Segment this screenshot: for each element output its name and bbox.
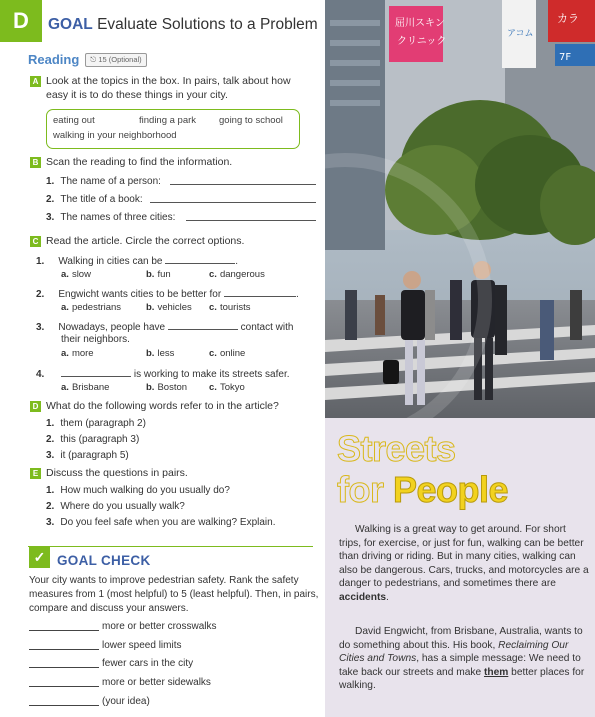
section-c-badge: C — [30, 236, 41, 247]
track-label: 15 (Optional) — [98, 54, 142, 64]
reading-label: Reading — [28, 52, 80, 67]
option-a[interactable]: a. slow — [61, 269, 91, 280]
option-b[interactable]: b. Boston — [146, 382, 188, 393]
goal-check-instructions: Your city wants to improve pedestrian safety. Rank the safety measures from 1 (most helpful) to 5 (least helpful). Then, in pairs, compare and discuss your answers. — [29, 575, 319, 614]
article-paragraph-2: David Engwicht, from Brisbane, Australia, wants to do something about this. His book, Reclaiming Our Cities and Towns, has a simple message: We need to take back our streets and make them better places for walking. — [339, 626, 585, 692]
topic-item: walking in your neighborhood — [53, 130, 177, 141]
sign-text: 屈川スキン — [395, 18, 445, 29]
measure-label: fewer cars in the city — [102, 658, 194, 669]
rank-input-line[interactable] — [29, 667, 99, 668]
article-title-line-1: Streets — [337, 428, 456, 469]
section-c — [30, 234, 244, 248]
question-2: 2. Engwicht wants cities to be better for . — [36, 289, 299, 300]
question-1: 1. Walking in cities can be . — [36, 256, 239, 267]
section-d — [30, 399, 279, 413]
goal-text: Evaluate Solutions to a Problem — [97, 16, 318, 33]
topic-item: finding a park — [139, 115, 197, 126]
answer-blank[interactable] — [224, 288, 296, 297]
section-d-instructions: What do the following words refer to in the article? — [46, 400, 279, 412]
option-c[interactable]: c. online — [209, 348, 246, 359]
topic-item: eating out — [53, 115, 95, 126]
goal-check-title: GOAL CHECK — [57, 553, 151, 568]
option-c[interactable]: c. tourists — [209, 302, 251, 313]
discuss-item-2: 2. Where do you usually walk? — [46, 501, 185, 512]
option-a[interactable]: a. pedestrians — [61, 302, 122, 313]
article-title-line-2: for People — [337, 469, 509, 510]
option-c[interactable]: c. dangerous — [209, 269, 265, 280]
answer-blank[interactable] — [165, 255, 235, 264]
section-b-badge: B — [30, 157, 41, 168]
section-a — [30, 74, 300, 102]
scan-item-2: 2. The title of a book: — [46, 194, 143, 205]
scan-item-3: 3. The names of three cities: — [46, 212, 176, 223]
sign-text: アコム — [507, 29, 534, 39]
sign-text: 7F — [559, 52, 572, 63]
question-4: 4. is working to make its streets safer. — [36, 369, 290, 380]
section-e — [30, 466, 188, 480]
sign-text: クリニック — [397, 36, 447, 47]
answer-line[interactable] — [186, 220, 316, 221]
option-a[interactable]: a. more — [61, 348, 94, 359]
measure-label: lower speed limits — [102, 640, 182, 651]
checkmark-icon: ✓ — [29, 547, 50, 568]
reading-heading — [28, 52, 147, 67]
topic-item: going to school — [219, 115, 283, 126]
answer-line[interactable] — [170, 184, 316, 185]
section-b — [30, 155, 232, 169]
answer-blank[interactable] — [168, 321, 238, 330]
section-c-instructions: Read the article. Circle the correct options. — [46, 235, 245, 247]
goal-check-divider — [28, 546, 313, 547]
rank-input-line[interactable] — [29, 649, 99, 650]
question-3: 3. Nowadays, people have contact with — [36, 322, 294, 333]
discuss-item-1: 1. How much walking do you usually do? — [46, 485, 230, 496]
measure-label: more or better crosswalks — [102, 621, 217, 632]
section-a-instructions: Look at the topics in the box. In pairs, talk about how easy it is to do these things in your city. — [46, 75, 291, 101]
goal-word: GOAL — [48, 16, 93, 33]
measure-label: (your idea) — [102, 696, 150, 707]
section-a-badge: A — [30, 76, 41, 87]
rank-input-line[interactable] — [29, 705, 99, 706]
lesson-badge: D — [0, 0, 42, 42]
option-a[interactable]: a. Brisbane — [61, 382, 110, 393]
section-d-badge: D — [30, 401, 41, 412]
rank-input-line[interactable] — [29, 630, 99, 631]
street-crossing-photo — [325, 0, 595, 418]
topic-box — [46, 109, 300, 149]
section-e-badge: E — [30, 468, 41, 479]
option-b[interactable]: b. fun — [146, 269, 171, 280]
article-paragraph-1: Walking is a great way to get around. For short trips, for exercise, or just for fun, walking can be better than driving or riding. But in many cities, walking can also be dangerous. Cars, trucks, and motorcycles are a danger to pedestrians, and sometimes there are accidents. — [339, 524, 589, 603]
refer-item-3: 3. it (paragraph 5) — [46, 450, 129, 461]
option-b[interactable]: b. vehicles — [146, 302, 192, 313]
question-3-line-2: their neighbors. — [61, 334, 130, 345]
sign-text: カラ — [557, 12, 579, 25]
refer-item-1: 1. them (paragraph 2) — [46, 418, 146, 429]
answer-blank[interactable] — [61, 368, 131, 377]
option-c[interactable]: c. Tokyo — [209, 382, 245, 393]
measure-label: more or better sidewalks — [102, 677, 211, 688]
answer-line[interactable] — [150, 202, 316, 203]
section-b-instructions: Scan the reading to find the information. — [46, 156, 233, 168]
goal-heading — [48, 16, 318, 34]
headphones-icon: ⎋ — [90, 54, 97, 64]
scan-item-1: 1. The name of a person: — [46, 176, 161, 187]
rank-input-line[interactable] — [29, 686, 99, 687]
refer-item-2: 2. this (paragraph 3) — [46, 434, 140, 445]
section-e-instructions: Discuss the questions in pairs. — [46, 467, 188, 479]
audio-track-badge[interactable] — [85, 53, 146, 67]
discuss-item-3: 3. Do you feel safe when you are walking? Explain. — [46, 517, 276, 528]
article-column — [325, 0, 595, 717]
option-b[interactable]: b. less — [146, 348, 175, 359]
